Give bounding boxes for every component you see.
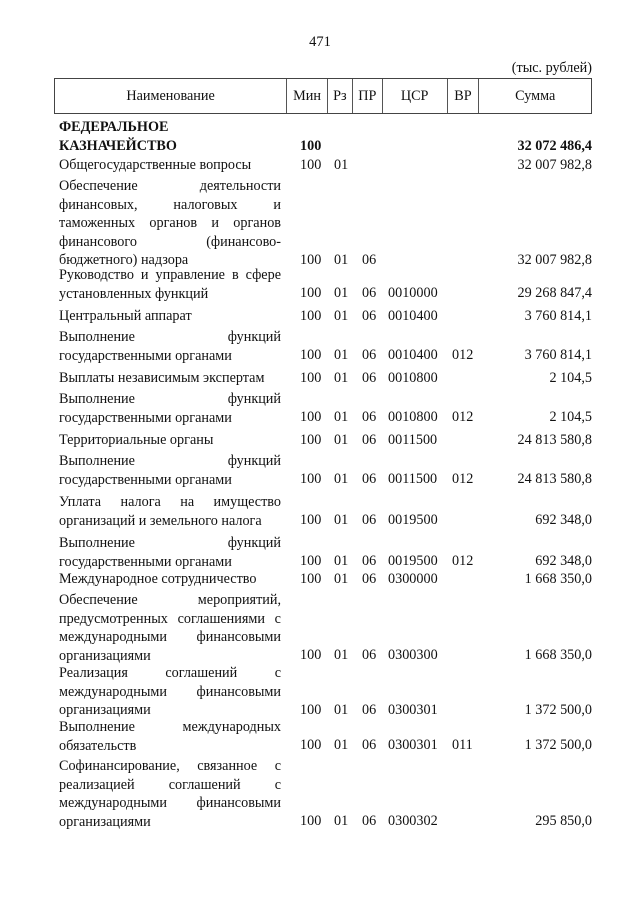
row-min: 100: [300, 308, 322, 325]
row-name: Реализация соглашений с международными финансовыми организациями: [59, 665, 281, 719]
table-row: [0, 493, 640, 530]
row-name: Софинансирование, связанное с реализацией соглашений с международными финансовыми организациями: [59, 758, 281, 830]
row-sum: 29 268 847,4: [517, 285, 592, 302]
row-vr: 012: [452, 347, 474, 364]
row-pr: 06: [362, 571, 377, 588]
row-min: 100: [300, 138, 322, 155]
row-name: Обеспечение мероприятий, предусмотренных соглашениями с международными финансовыми организациями: [59, 592, 281, 664]
row-csr: 0011500: [388, 471, 438, 488]
row-min: 100: [300, 252, 322, 269]
header-rz: Рз: [328, 79, 353, 113]
row-min: 100: [300, 432, 322, 449]
row-pr: 06: [362, 737, 377, 754]
table-row: [0, 266, 640, 303]
row-min: 100: [300, 370, 322, 387]
row-sum: 32 007 982,8: [517, 157, 592, 174]
row-pr: 06: [362, 285, 377, 302]
row-csr: 0300000: [388, 571, 438, 588]
row-pr: 06: [362, 432, 377, 449]
row-rz: 01: [334, 553, 349, 570]
row-pr: 06: [362, 813, 377, 830]
table-row: [0, 570, 640, 589]
row-pr: 06: [362, 347, 377, 364]
row-min: 100: [300, 157, 322, 174]
row-sum: 1 668 350,0: [524, 647, 592, 664]
row-min: 100: [300, 471, 322, 488]
row-min: 100: [300, 347, 322, 364]
row-name: Выполнение функций государственными органами: [59, 391, 281, 426]
row-csr: 0300300: [388, 647, 438, 664]
row-min: 100: [300, 285, 322, 302]
row-min: 100: [300, 571, 322, 588]
table-row: [0, 452, 640, 489]
header-min: Мин: [287, 79, 328, 113]
header-sum: Сумма: [515, 87, 556, 104]
row-sum: 2 104,5: [549, 409, 592, 426]
row-min: 100: [300, 409, 322, 426]
row-rz: 01: [334, 813, 349, 830]
row-min: 100: [300, 737, 322, 754]
row-name: Центральный аппарат: [59, 308, 192, 324]
table-row: [0, 431, 640, 450]
row-vr: 011: [452, 737, 473, 754]
row-rz: 01: [334, 347, 349, 364]
header-vr: ВР: [448, 79, 480, 113]
row-rz: 01: [334, 252, 349, 269]
row-name: Общегосударственные вопросы: [59, 157, 252, 173]
row-pr: 06: [362, 647, 377, 664]
table-row: [0, 118, 640, 156]
table-row: [0, 369, 640, 388]
row-vr: 012: [452, 553, 474, 570]
row-sum: 1 668 350,0: [524, 571, 592, 588]
row-rz: 01: [334, 571, 349, 588]
row-sum: 1 372 500,0: [524, 702, 592, 719]
row-name: Территориальные органы: [59, 432, 214, 448]
row-pr: 06: [362, 702, 377, 719]
row-sum: 295 850,0: [535, 813, 592, 830]
row-vr: 012: [452, 471, 474, 488]
row-csr: 0019500: [388, 512, 438, 529]
table-row: [0, 177, 640, 270]
row-pr: 06: [362, 252, 377, 269]
row-name: Выполнение функций государственными органами: [59, 535, 281, 570]
row-csr: 0300302: [388, 813, 438, 830]
row-name: Руководство и управление в сфере установленных функций: [59, 267, 281, 302]
row-sum: 3 760 814,1: [524, 308, 592, 325]
row-csr: 0300301: [388, 702, 438, 719]
row-csr: 0010800: [388, 409, 438, 426]
row-name: Обеспечение деятельности финансовых, налоговых и таможенных органов и органов финансового (финансово-бюджетного) надзора: [59, 178, 281, 269]
table-row: [0, 328, 640, 365]
row-name: Международное сотрудничество: [59, 571, 257, 587]
row-rz: 01: [334, 409, 349, 426]
row-rz: 01: [334, 285, 349, 302]
row-min: 100: [300, 813, 322, 830]
header-name: Наименование: [55, 79, 287, 113]
row-sum: 3 760 814,1: [524, 347, 592, 364]
table-row: [0, 591, 640, 665]
row-rz: 01: [334, 308, 349, 325]
row-pr: 06: [362, 471, 377, 488]
row-min: 100: [300, 553, 322, 570]
row-pr: 06: [362, 553, 377, 570]
row-rz: 01: [334, 512, 349, 529]
row-name: Выполнение функций государственными органами: [59, 453, 281, 488]
table-row: [0, 534, 640, 571]
row-name: Выполнение международных обязательств: [59, 719, 281, 754]
row-vr: 012: [452, 409, 474, 426]
row-sum: 1 372 500,0: [524, 737, 592, 754]
table-row: [0, 718, 640, 755]
table-row: [0, 757, 640, 831]
row-rz: 01: [334, 157, 349, 174]
row-csr: 0010400: [388, 347, 438, 364]
row-rz: 01: [334, 737, 349, 754]
row-csr: 0300301: [388, 737, 438, 754]
row-pr: 06: [362, 308, 377, 325]
row-csr: 0010800: [388, 370, 438, 387]
table-header: [54, 78, 592, 114]
row-rz: 01: [334, 702, 349, 719]
row-sum: 692 348,0: [535, 553, 592, 570]
row-pr: 06: [362, 512, 377, 529]
row-min: 100: [300, 647, 322, 664]
row-pr: 06: [362, 409, 377, 426]
row-name: Выполнение функций государственными органами: [59, 329, 281, 364]
table-row: [0, 390, 640, 427]
row-name: ФЕДЕРАЛЬНОЕ КАЗНАЧЕЙСТВО: [59, 119, 177, 154]
row-sum: 24 813 580,8: [517, 471, 592, 488]
row-csr: 0010000: [388, 285, 438, 302]
header-csr: ЦСР: [383, 79, 448, 113]
table-row: [0, 664, 640, 720]
row-min: 100: [300, 702, 322, 719]
row-min: 100: [300, 512, 322, 529]
row-csr: 0010400: [388, 308, 438, 325]
row-sum: 2 104,5: [549, 370, 592, 387]
row-name: Выплаты независимым экспертам: [59, 370, 265, 386]
row-rz: 01: [334, 432, 349, 449]
row-sum: 32 072 486,4: [517, 138, 592, 155]
row-sum: 692 348,0: [535, 512, 592, 529]
row-csr: 0019500: [388, 553, 438, 570]
row-sum: 32 007 982,8: [517, 252, 592, 269]
row-name: Уплата налога на имущество организаций и земельного налога: [59, 494, 281, 529]
page-number: 471: [309, 34, 331, 50]
header-pr: ПР: [353, 79, 383, 113]
units-label: (тыс. рублей): [511, 60, 592, 76]
row-rz: 01: [334, 370, 349, 387]
row-pr: 06: [362, 370, 377, 387]
table-row: [0, 156, 640, 175]
row-csr: 0011500: [388, 432, 438, 449]
row-rz: 01: [334, 647, 349, 664]
table-row: [0, 307, 640, 326]
row-rz: 01: [334, 471, 349, 488]
row-sum: 24 813 580,8: [517, 432, 592, 449]
